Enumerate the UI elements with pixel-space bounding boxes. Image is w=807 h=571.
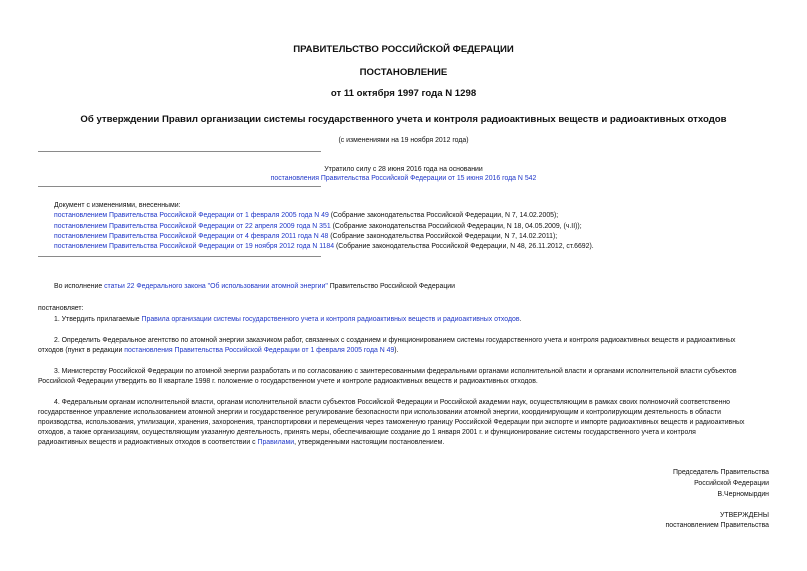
amendment-link[interactable]: постановлением Правительства Российской Федерации от 1 февраля 2005 года N 49 — [54, 212, 329, 219]
document-subject: Об утверждении Правил организации системы государственного учета и контроля радиоактивных веществ и радиоактивных отходов — [80, 114, 727, 125]
divider-middle — [38, 186, 321, 187]
paragraph-4-line-3: производства, использования, утилизации, хранения, захоронения, транспортировки и перемещения через таможенную границу Российской Федерации при экспорте и импорте радиоактивных веществ и радиоактивных — [38, 419, 745, 426]
paragraph-4-rules-link[interactable]: Правилами — [257, 439, 295, 446]
paragraph-4-line-1: 4. Федеральным органам исполнительной власти, органам исполнительной власти субъектов Российской Федерации и Российской академии наук, осуществляющим в рамках своих полномочий соответственно — [54, 399, 731, 406]
document-type: ПОСТАНОВЛЕНИЕ — [359, 67, 448, 78]
government-title: ПРАВИТЕЛЬСТВО РОССИЙСКОЙ ФЕДЕРАЦИИ — [293, 44, 514, 55]
amendment-link[interactable]: постановлением Правительства Российской Федерации от 22 апреля 2009 года N 351 — [54, 223, 331, 230]
amendment-item — [54, 232, 557, 241]
signature-name: В.Черномырдин — [717, 491, 769, 498]
amendment-item — [54, 242, 594, 251]
paragraph-4-line-4: отходов, а также организациям, осуществляющим указанную деятельность, принять меры, обеспечивающие создание до 1 января 2001 г. и функционирование системы государственного учета и контроля — [38, 429, 696, 436]
approved-by: постановлением Правительства — [665, 522, 769, 529]
decrees-word: постановляет: — [38, 305, 84, 312]
paragraph-3-line-2: Российской Федерации утвердить во II квартале 1998 г. положение о государственном учете и контроле радиоактивных веществ и радиоактивных отходов. — [38, 378, 538, 385]
paragraph-4-line-5 — [38, 438, 444, 447]
amendment-source: (Собрание законодательства Российской Федерации, N 48, 26.11.2012, ст.6692). — [334, 243, 594, 250]
expired-text: Утратило силу с 28 июня 2016 года на основании — [324, 166, 483, 173]
signature-country: Российской Федерации — [694, 480, 769, 487]
amendment-item — [54, 211, 558, 220]
amendment-link[interactable]: постановлением Правительства Российской Федерации от 4 февраля 2011 года N 48 — [54, 233, 329, 240]
paragraph-2-line-1: 2. Определить Федеральное агентство по атомной энергии заказчиком работ, связанных с созданием и функционированием системы государственного учета и контроля радиоактивных веществ и радиоактивных — [54, 337, 736, 344]
preamble-law-link[interactable]: статьи 22 Федерального закона "Об использовании атомной энергии" — [104, 283, 328, 290]
divider-bottom — [38, 256, 321, 257]
paragraph-1-text: 1. Утвердить прилагаемые — [54, 316, 142, 323]
preamble-text-after: Правительство Российской Федерации — [327, 283, 455, 290]
paragraph-4-line-2: государственное управление использованием атомной энергии и государственное регулирование безопасности при использовании атомной энергии, координирующим и контролирующим деятельность в области — [38, 409, 721, 416]
document-date-number: от 11 октября 1997 года N 1298 — [330, 88, 477, 99]
divider-top — [38, 151, 321, 152]
amendment-source: (Собрание законодательства Российской Федерации, N 18, 04.05.2009, (ч.II)); — [330, 223, 582, 230]
preamble-text-before: Во исполнение — [54, 283, 105, 290]
amendment-link[interactable]: постановлением Правительства Российской Федерации от 19 ноября 2012 года N 1184 — [54, 243, 335, 250]
rules-link[interactable]: Правила организации системы государственного учета и контроля радиоактивных веществ и радиоактивных отходов — [141, 316, 520, 323]
preamble — [54, 282, 455, 291]
expired-link[interactable]: постановления Правительства Российской Федерации от 15 июня 2016 года N 542 — [270, 175, 537, 182]
amendment-item — [54, 222, 582, 231]
approved-heading: УТВЕРЖДЕНЫ — [720, 512, 769, 519]
paragraph-2-line-2 — [38, 346, 399, 355]
paragraph-4-end: , утвержденными настоящим постановлением. — [294, 439, 445, 446]
paragraph-3-line-1: 3. Министерству Российской Федерации по атомной энергии разработать и по согласованию с заинтересованными федеральными органами исполнительной власти и органами исполнительной власти субъектов — [54, 368, 737, 375]
paragraph-2-text: отходов (пункт в редакции — [38, 347, 125, 354]
amendments-heading: Документ с изменениями, внесенными: — [54, 202, 181, 209]
paragraph-1-end: . — [519, 316, 522, 323]
amendment-note: (с изменениями на 19 ноября 2012 года) — [338, 137, 469, 144]
paragraph-1 — [54, 315, 521, 324]
amendment-source: (Собрание законодательства Российской Федерации, N 7, 14.02.2005); — [328, 212, 559, 219]
paragraph-4-text: радиоактивных веществ и радиоактивных отходов в соответствии с — [38, 439, 258, 446]
paragraph-2-end: ). — [394, 347, 399, 354]
paragraph-2-link[interactable]: постановления Правительства Российской Федерации от 1 февраля 2005 года N 49 — [124, 347, 395, 354]
amendment-source: (Собрание законодательства Российской Федерации, N 7, 14.02.2011); — [328, 233, 558, 240]
signature-title: Председатель Правительства — [673, 469, 769, 476]
